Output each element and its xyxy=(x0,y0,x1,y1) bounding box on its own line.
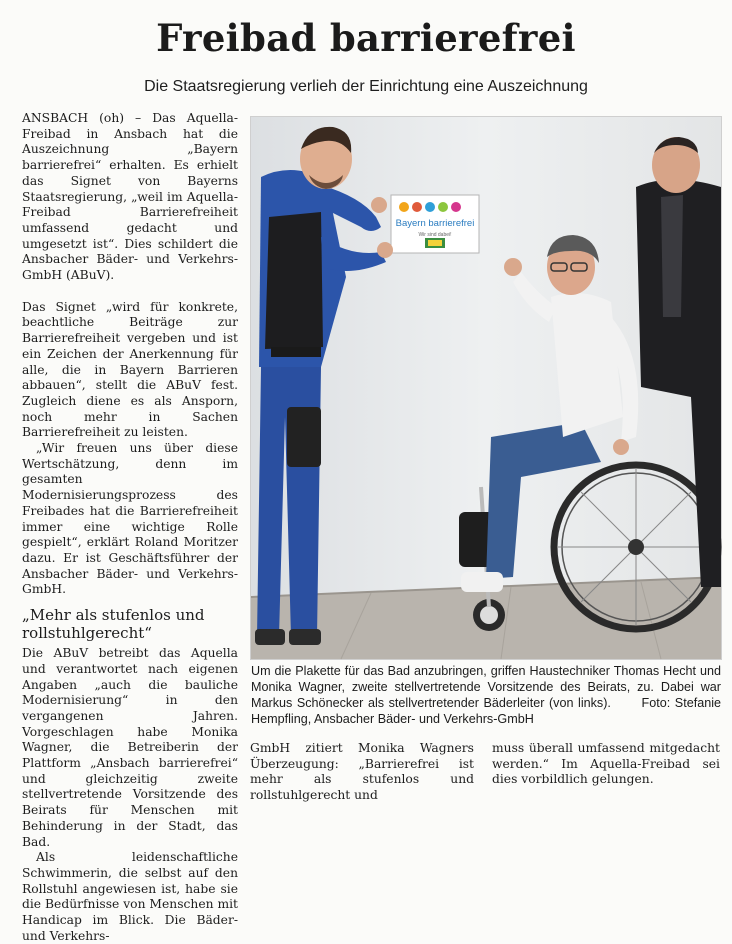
article-left-column xyxy=(22,111,238,943)
paragraph-4: Die ABuV betreibt das Aquella und verantwortet nach eigenen Angaben „auch die bauliche Modernisierung“ in den vergangenen Jahren. Vorgeschlagen habe Monika Wagner, die Betreiberin der Plattform „Ansbach barrierefrei“ und gleichzeitig zweite stellvertretende Vorsitzende des Beirats für Menschen mit Behinderung in der Stadt, das Bad. xyxy=(22,646,238,849)
headline: Freibad barrierefrei xyxy=(156,16,576,60)
section-subheading: „Mehr als stufenlos und rollstuhlgerecht“ xyxy=(22,606,205,643)
article-bottom-column-1 xyxy=(250,741,474,801)
photo-caption xyxy=(251,663,721,727)
award-sign xyxy=(391,195,479,253)
caption-text: Um die Plakette für das Bad anzubringen, griffen Haustechniker Thomas Hecht und Monika Wagner, zweite stellvertretende Vorsitzende des Beirats, zu. Dabei war Markus Schönecker als stellvertretender Bäderleiter (von links). xyxy=(251,664,721,710)
paragraph-5: Als leidenschaftliche Schwimmerin, die selbst auf den Rollstuhl angewiesen ist, habe sie die Bedürfnisse von Menschen mit Handicap im Blick. Die Bäder- und Verkehrs- xyxy=(22,850,238,943)
paragraph-6: GmbH zitiert Monika Wagners Überzeugung: „Barrierefrei ist mehr als stufenlos und rollstuhlgerecht und xyxy=(250,741,474,803)
photo-credit: Foto: Stefanie Hempfling, Ansbacher Bäder- und Verkehrs-GmbH xyxy=(251,696,722,726)
paragraph-2: Das Signet „wird für konkrete, beachtliche Beiträge zur Barrierefreiheit vergeben und ist ein Zeichen der Anerkennung für alle, die in Bayern Barrieren abbauen“, stellt die ABuV fest. Zugleich diene es als Ansporn, noch mehr in Sachen Barrierefreiheit zu leisten. xyxy=(22,299,238,440)
paragraph-1: ANSBACH (oh) – Das Aquella-Freibad in Ansbach hat die Auszeichnung „Bayern barrierefrei“ erhalten. Es erhielt das Signet von Bayerns Staatsregierung, „weil im Aquella-Freibad Barrierefreiheit umfassend gedacht und umgesetzt ist“. Dies schildert die Ansbacher Bäder- und Verkehrs-GmbH (ABuV). xyxy=(22,111,238,283)
article-photo xyxy=(250,116,722,660)
subheadline: Die Staatsregierung verlieh der Einrichtung eine Auszeichnung xyxy=(144,78,588,95)
paragraph-3: „Wir freuen uns über diese Wertschätzung, denn im gesamten Modernisierungsprozess des Freibades hat die Barrierefreiheit immer eine wichtige Rolle gespielt“, erklärt Roland Moritzer dazu. Er ist Geschäftsführer der Ansbacher Bäder- und Verkehrs-GmbH. xyxy=(22,441,238,597)
paragraph-7: muss überall umfassend mitgedacht werden.“ Im Aquella-Freibad sei dies vorbildlich gelungen. xyxy=(492,741,720,787)
sign-subtitle: Wir sind dabei! xyxy=(418,232,452,238)
article-bottom-column-2 xyxy=(492,741,720,801)
sign-title: Bayern barrierefrei xyxy=(395,218,475,229)
